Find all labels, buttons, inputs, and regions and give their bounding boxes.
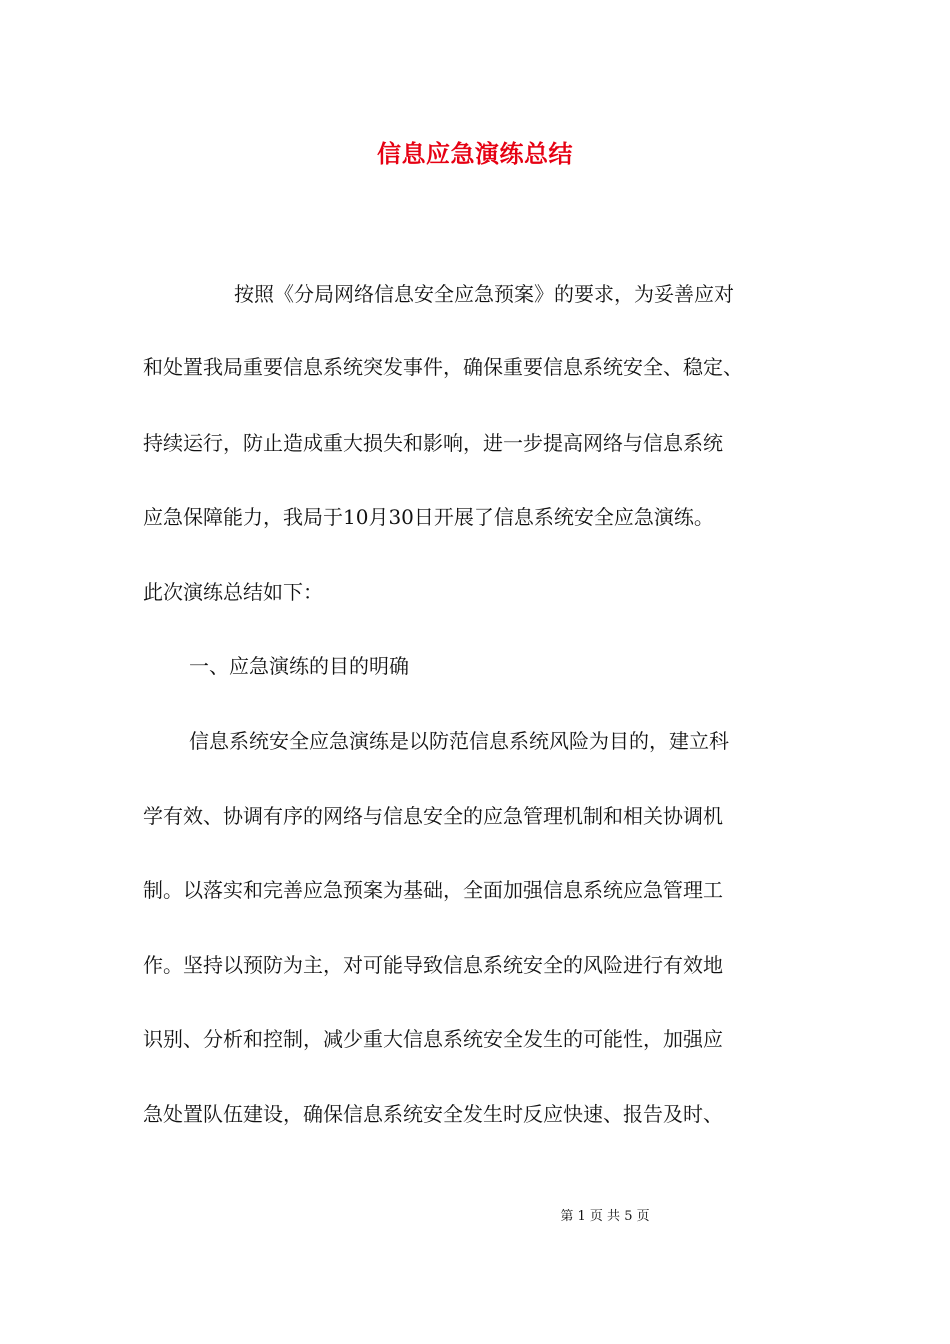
paragraph-line: 急处置队伍建设，确保信息系统安全发生时反应快速、报告及时、 (143, 1102, 723, 1126)
paragraph-line: 应急保障能力，我局于10月30日开展了信息系统安全应急演练。 (143, 505, 714, 529)
paragraph-line: 制。以落实和完善应急预案为基础，全面加强信息系统应急管理工 (143, 878, 723, 902)
paragraph-line: 信息系统安全应急演练是以防范信息系统风险为目的，建立科 (189, 729, 729, 753)
page-number-footer: 第 1 页 共 5 页 (560, 1209, 650, 1224)
paragraph-line: 和处置我局重要信息系统突发事件，确保重要信息系统安全、稳定、 (143, 355, 743, 379)
paragraph-line: 此次演练总结如下： (143, 580, 323, 604)
paragraph-line: 学有效、协调有序的网络与信息安全的应急管理机制和相关协调机 (143, 804, 723, 828)
paragraph-line: 持续运行，防止造成重大损失和影响，进一步提高网络与信息系统 (143, 431, 723, 455)
paragraph-line: 识别、分析和控制，减少重大信息系统安全发生的可能性，加强应 (143, 1027, 723, 1051)
paragraph-line: 按照《分局网络信息安全应急预案》的要求，为妥善应对 (234, 282, 734, 306)
section-heading: 一、应急演练的目的明确 (189, 654, 409, 678)
paragraph-line: 作。坚持以预防为主，对可能导致信息系统安全的风险进行有效地 (143, 953, 723, 977)
document-title: 信息应急演练总结 (377, 139, 573, 168)
